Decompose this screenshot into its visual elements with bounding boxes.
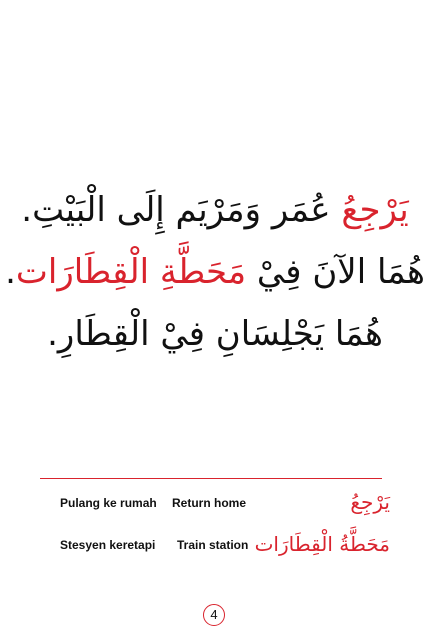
- malay-gloss: Stesyen keretapi: [60, 538, 156, 552]
- vocabulary-row: [0, 528, 430, 568]
- sentence-2-end: .: [5, 252, 16, 292]
- sentence-3-text: هُمَا يَجْلِسَانِ فِيْ الْقِطَارِ.: [47, 314, 383, 354]
- sentence-2-start: هُمَا الآنَ فِيْ: [246, 252, 425, 292]
- highlighted-word-yarjiu: يَرْجِعُ: [341, 190, 409, 230]
- arabic-vocab-word: مَحَطَّةُ الْقِطَارَات: [254, 532, 390, 556]
- sentence-2: [0, 242, 430, 302]
- sentence-3: [0, 304, 430, 364]
- english-gloss: Return home: [172, 496, 247, 510]
- sentence-1-rest: عُمَر وَمَرْيَم إِلَى الْبَيْتِ.: [21, 190, 342, 230]
- arabic-vocab-word: يَرْجِعُ: [350, 490, 390, 514]
- page-number: 4: [203, 604, 225, 626]
- vocabulary-divider: [40, 478, 382, 479]
- highlighted-word-train-station: مَحَطَّةِ الْقِطَارَات: [15, 252, 247, 292]
- sentence-1: [0, 180, 430, 240]
- malay-gloss: Pulang ke rumah: [60, 496, 157, 510]
- vocabulary-row: [0, 486, 430, 526]
- english-gloss: Train station: [177, 538, 249, 552]
